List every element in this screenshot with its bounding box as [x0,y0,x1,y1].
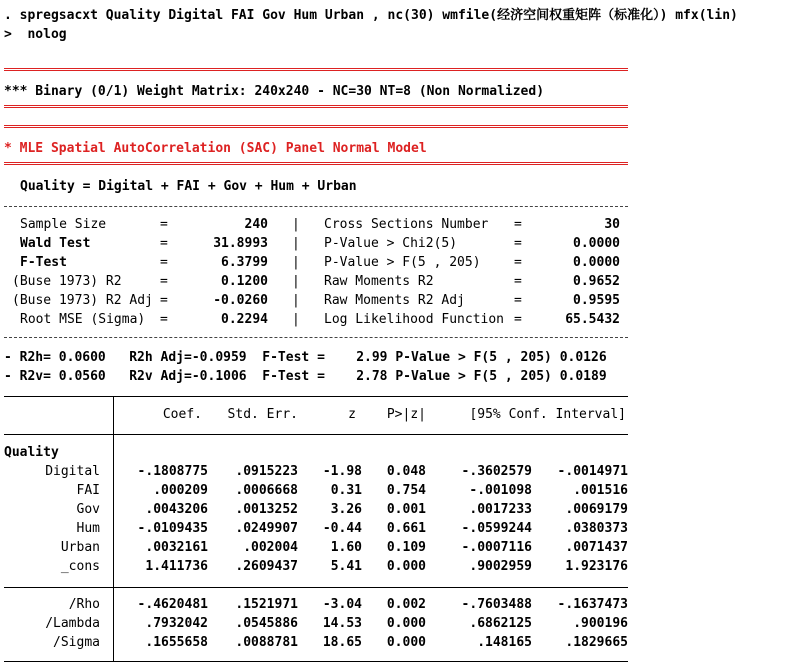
r2v-line: - R2v= 0.0560 R2v Adj=-0.1006 F-Test = 2.78 P-Value > F(5 , 205) 0.0189 [4,369,607,384]
separator-red [4,68,628,71]
stat-label: F-Test [20,255,67,270]
cell-ci-upper: -.1637473 [557,597,628,612]
cell-p-value: 0.048 [386,464,426,479]
cell-std-err: .0006668 [235,483,298,498]
separator-red [4,105,628,108]
stat-divider: | [292,312,300,327]
stat-equals: = [160,217,168,232]
stat-equals: = [514,293,522,308]
cell-ci-lower: -.001098 [469,483,532,498]
cell-ci-upper: .1829665 [565,635,628,650]
cell-z: -0.44 [322,521,362,536]
stat-right-value: 30 [604,217,620,232]
cell-ci-upper: .0071437 [565,540,628,555]
cell-z: 1.60 [330,540,362,555]
row-variable-name: _cons [60,559,100,574]
stat-right-label: Raw Moments R2 [324,274,434,289]
cell-coef: -.0109435 [137,521,208,536]
separator-dashed [4,206,628,207]
row-variable-name: /Lambda [45,616,100,631]
separator-dashed [4,337,628,338]
matrix-title: *** Binary (0/1) Weight Matrix: 240x240 - NC=30 NT=8 (Non Normalized) [4,84,545,99]
table-vertical-rule [113,396,114,662]
cell-p-value: 0.754 [386,483,426,498]
stat-equals: = [514,236,522,251]
header-conf-interval: [95% Conf. Interval] [469,407,626,422]
stat-divider: | [292,236,300,251]
model-title: * MLE Spatial AutoCorrelation (SAC) Panel Normal Model [4,141,427,156]
stat-right-value: 0.9595 [573,293,620,308]
table-header-rule [4,434,628,435]
command-line-1: . spregsacxt Quality Digital FAI Gov Hum Urban , nc(30) wmfile(经济空间权重矩阵（标准化）) mfx(lin) [4,8,738,23]
stat-divider: | [292,217,300,232]
cell-z: 18.65 [322,635,362,650]
cell-coef: .000209 [153,483,208,498]
cell-z: -3.04 [322,597,362,612]
stat-value: 0.2294 [221,312,268,327]
cell-z: 5.41 [330,559,362,574]
cell-coef: .1655658 [145,635,208,650]
stat-equals: = [160,255,168,270]
cell-ci-lower: .148165 [477,635,532,650]
stat-right-value: 0.0000 [573,236,620,251]
stat-label: Wald Test [20,236,91,251]
cell-coef: .0032161 [145,540,208,555]
stat-right-value: 0.9652 [573,274,620,289]
table-bottom-rule [4,661,628,662]
cell-z: 14.53 [322,616,362,631]
cell-ci-lower: .0017233 [469,502,532,517]
cell-coef: -.1808775 [137,464,208,479]
stat-equals: = [160,274,168,289]
cell-coef: -.4620481 [137,597,208,612]
row-variable-name: /Sigma [53,635,100,650]
header-coef: Coef. [162,407,202,422]
cell-p-value: 0.002 [386,597,426,612]
separator-red [4,125,628,128]
cell-ci-lower: -.0007116 [461,540,532,555]
header-std-err: Std. Err. [227,407,298,422]
separator-red [4,162,628,165]
command-line-2: > nolog [4,27,67,42]
header-p-value: P>|z| [386,407,426,422]
stat-right-label: Raw Moments R2 Adj [324,293,465,308]
stat-divider: | [292,293,300,308]
stat-right-label: P-Value > Chi2(5) [324,236,458,251]
cell-z: -1.98 [322,464,362,479]
stat-value: 0.1200 [221,274,268,289]
model-equation: Quality = Digital + FAI + Gov + Hum + Urban [20,179,357,194]
cell-coef: .0043206 [145,502,208,517]
cell-std-err: .0088781 [235,635,298,650]
cell-p-value: 0.000 [386,559,426,574]
stat-equals: = [160,293,168,308]
row-variable-name: Urban [60,540,100,555]
stat-equals: = [514,255,522,270]
row-variable-name: Gov [76,502,100,517]
cell-ci-upper: .0069179 [565,502,628,517]
r2h-line: - R2h= 0.0600 R2h Adj=-0.0959 F-Test = 2.99 P-Value > F(5 , 205) 0.0126 [4,350,607,365]
stat-value: 240 [244,217,268,232]
stat-equals: = [160,236,168,251]
stat-right-value: 0.0000 [573,255,620,270]
stat-divider: | [292,274,300,289]
cell-std-err: .0013252 [235,502,298,517]
cell-p-value: 0.661 [386,521,426,536]
row-variable-name: /Rho [68,597,100,612]
row-variable-name: FAI [76,483,100,498]
stat-right-label: Cross Sections Number [324,217,489,232]
table-top-rule [4,396,628,397]
row-variable-name: Digital [45,464,100,479]
cell-std-err: .0545886 [235,616,298,631]
stat-right-label: Log Likelihood Function [324,312,505,327]
cell-std-err: .0249907 [235,521,298,536]
cell-p-value: 0.000 [386,635,426,650]
stat-equals: = [514,274,522,289]
cell-p-value: 0.109 [386,540,426,555]
cell-ci-upper: .900196 [573,616,628,631]
cell-std-err: .0915223 [235,464,298,479]
cell-std-err: .002004 [243,540,298,555]
cell-coef: 1.411736 [145,559,208,574]
stat-label: Sample Size [20,217,107,232]
cell-ci-upper: .001516 [573,483,628,498]
cell-z: 0.31 [330,483,362,498]
cell-ci-lower: -.7603488 [461,597,532,612]
stat-equals: = [514,217,522,232]
stat-label: (Buse 1973) R2 [12,274,122,289]
header-z: z [348,407,356,422]
cell-ci-upper: -.0014971 [557,464,628,479]
stat-label: (Buse 1973) R2 Adj [12,293,153,308]
cell-ci-upper: .0380373 [565,521,628,536]
dependent-variable-label: Quality [4,445,59,460]
stat-value: 6.3799 [221,255,268,270]
table-mid-rule [4,587,628,588]
cell-p-value: 0.000 [386,616,426,631]
stat-equals: = [160,312,168,327]
cell-ci-lower: .9002959 [469,559,532,574]
cell-coef: .7932042 [145,616,208,631]
stat-right-label: P-Value > F(5 , 205) [324,255,481,270]
stat-equals: = [514,312,522,327]
cell-ci-lower: .6862125 [469,616,532,631]
row-variable-name: Hum [76,521,100,536]
stat-label: Root MSE (Sigma) [20,312,146,327]
cell-z: 3.26 [330,502,362,517]
cell-ci-lower: -.0599244 [461,521,532,536]
cell-ci-lower: -.3602579 [461,464,532,479]
cell-p-value: 0.001 [386,502,426,517]
stat-value: 31.8993 [213,236,268,251]
cell-std-err: .2609437 [235,559,298,574]
stat-right-value: 65.5432 [565,312,620,327]
stat-value: -0.0260 [213,293,268,308]
stat-divider: | [292,255,300,270]
cell-ci-upper: 1.923176 [565,559,628,574]
cell-std-err: .1521971 [235,597,298,612]
